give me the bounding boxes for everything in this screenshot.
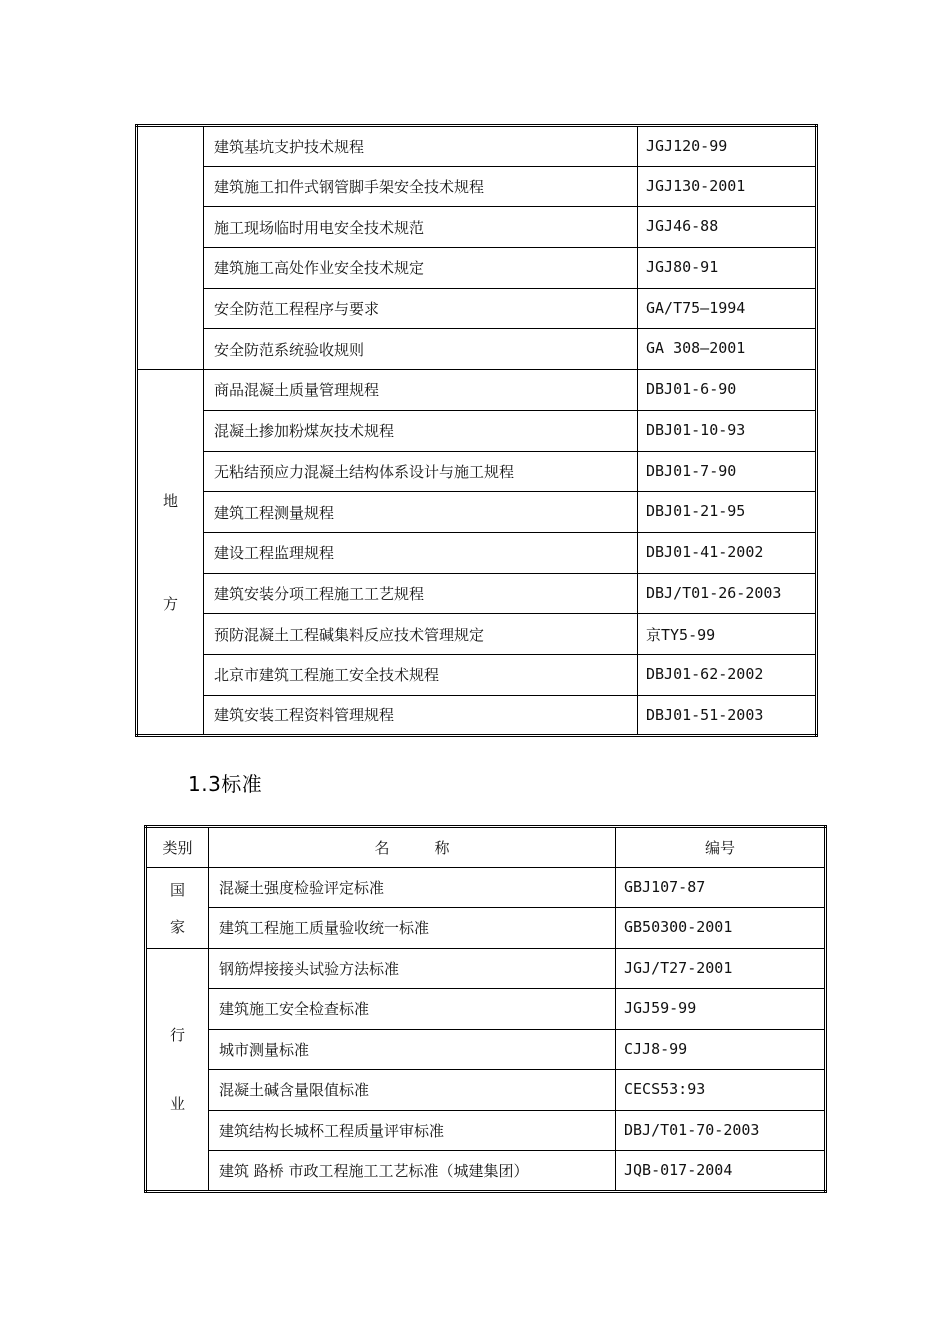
table-row xyxy=(137,614,817,655)
regulation-name: 北京市建筑工程施工安全技术规程 xyxy=(204,654,638,695)
regulation-code: JGJ46-88 xyxy=(638,207,817,248)
regulation-code: JGJ80-91 xyxy=(638,248,817,289)
category-char: 行 xyxy=(169,1026,185,1044)
table-row xyxy=(146,867,826,908)
standards-table-continued xyxy=(135,124,818,737)
regulation-name: 建设工程监理规程 xyxy=(204,532,638,573)
table-row xyxy=(146,1151,826,1192)
regulation-code: DBJ01-62-2002 xyxy=(638,654,817,695)
table-row xyxy=(137,166,817,207)
regulation-code: JGJ130-2001 xyxy=(638,166,817,207)
category-char: 业 xyxy=(169,1095,185,1113)
regulation-code: GA/T75—1994 xyxy=(638,288,817,329)
standard-code: JGJ59-99 xyxy=(616,989,826,1030)
category-cell-blank xyxy=(137,126,204,370)
table-row xyxy=(137,329,817,370)
regulation-code: DBJ01-10-93 xyxy=(638,410,817,451)
category-cell-national xyxy=(146,867,209,948)
regulation-name: 建筑安装工程资料管理规程 xyxy=(204,695,638,736)
standard-name: 钢筋焊接接头试验方法标准 xyxy=(209,948,616,989)
standard-code: DBJ/T01-70-2003 xyxy=(616,1110,826,1151)
regulation-code: GA 308—2001 xyxy=(638,329,817,370)
regulation-code: DBJ/T01-26-2003 xyxy=(638,573,817,614)
regulation-name: 预防混凝土工程碱集料反应技术管理规定 xyxy=(204,614,638,655)
regulation-name: 建筑基坑支护技术规程 xyxy=(204,126,638,167)
standard-code: JQB-017-2004 xyxy=(616,1151,826,1192)
table-row xyxy=(137,126,817,167)
table-row xyxy=(137,207,817,248)
table-row xyxy=(137,288,817,329)
category-char: 地 xyxy=(162,492,178,511)
category-char: 方 xyxy=(162,595,178,614)
table-row xyxy=(137,573,817,614)
standards-table xyxy=(144,825,827,1193)
regulation-name: 安全防范工程程序与要求 xyxy=(204,288,638,329)
standard-name: 混凝土强度检验评定标准 xyxy=(209,867,616,908)
standard-name: 建筑施工安全检查标准 xyxy=(209,989,616,1030)
standard-name: 建筑工程施工质量验收统一标准 xyxy=(209,908,616,949)
standard-code: JGJ/T27-2001 xyxy=(616,948,826,989)
table-row xyxy=(146,989,826,1030)
standard-code: CECS53:93 xyxy=(616,1070,826,1111)
table-row xyxy=(137,695,817,736)
standard-code: GBJ107-87 xyxy=(616,867,826,908)
header-category: 类别 xyxy=(146,827,209,868)
table-row xyxy=(146,1110,826,1151)
standard-name: 混凝土碱含量限值标准 xyxy=(209,1070,616,1111)
table-row xyxy=(137,654,817,695)
regulation-name: 建筑施工高处作业安全技术规定 xyxy=(204,248,638,289)
header-code: 编号 xyxy=(616,827,826,868)
regulation-name: 施工现场临时用电安全技术规范 xyxy=(204,207,638,248)
standard-name: 建筑 路桥 市政工程施工工艺标准（城建集团） xyxy=(209,1151,616,1192)
regulation-code: DBJ01-21-95 xyxy=(638,492,817,533)
regulation-name: 建筑安装分项工程施工工艺规程 xyxy=(204,573,638,614)
table-row xyxy=(146,908,826,949)
regulation-name: 建筑工程测量规程 xyxy=(204,492,638,533)
table-row xyxy=(137,492,817,533)
regulation-name: 无粘结预应力混凝土结构体系设计与施工规程 xyxy=(204,451,638,492)
standard-name: 城市测量标准 xyxy=(209,1029,616,1070)
standard-code: GB50300-2001 xyxy=(616,908,826,949)
regulation-name: 安全防范系统验收规则 xyxy=(204,329,638,370)
table-row xyxy=(146,948,826,989)
regulation-code: 京TY5-99 xyxy=(638,614,817,655)
table-row xyxy=(137,370,817,411)
standard-code: CJJ8-99 xyxy=(616,1029,826,1070)
regulation-name: 建筑施工扣件式钢管脚手架安全技术规程 xyxy=(204,166,638,207)
category-char: 国 xyxy=(169,880,185,899)
regulation-code: DBJ01-6-90 xyxy=(638,370,817,411)
regulation-code: DBJ01-7-90 xyxy=(638,451,817,492)
regulation-code: DBJ01-51-2003 xyxy=(638,695,817,736)
section-heading: 1.3标准 xyxy=(188,772,263,796)
regulation-code: JGJ120-99 xyxy=(638,126,817,167)
table-row xyxy=(137,532,817,573)
regulation-code: DBJ01-41-2002 xyxy=(638,532,817,573)
table-row xyxy=(146,1029,826,1070)
table-row xyxy=(137,248,817,289)
regulation-name: 商品混凝土质量管理规程 xyxy=(204,370,638,411)
header-name: 名 称 xyxy=(209,827,616,868)
table-row xyxy=(146,1070,826,1111)
category-char: 家 xyxy=(169,917,185,936)
table-row xyxy=(137,410,817,451)
table-header-row xyxy=(146,827,826,868)
table-row xyxy=(137,451,817,492)
standard-name: 建筑结构长城杯工程质量评审标准 xyxy=(209,1110,616,1151)
regulation-name: 混凝土掺加粉煤灰技术规程 xyxy=(204,410,638,451)
category-cell-local xyxy=(137,370,204,736)
category-cell-industry xyxy=(146,948,209,1191)
